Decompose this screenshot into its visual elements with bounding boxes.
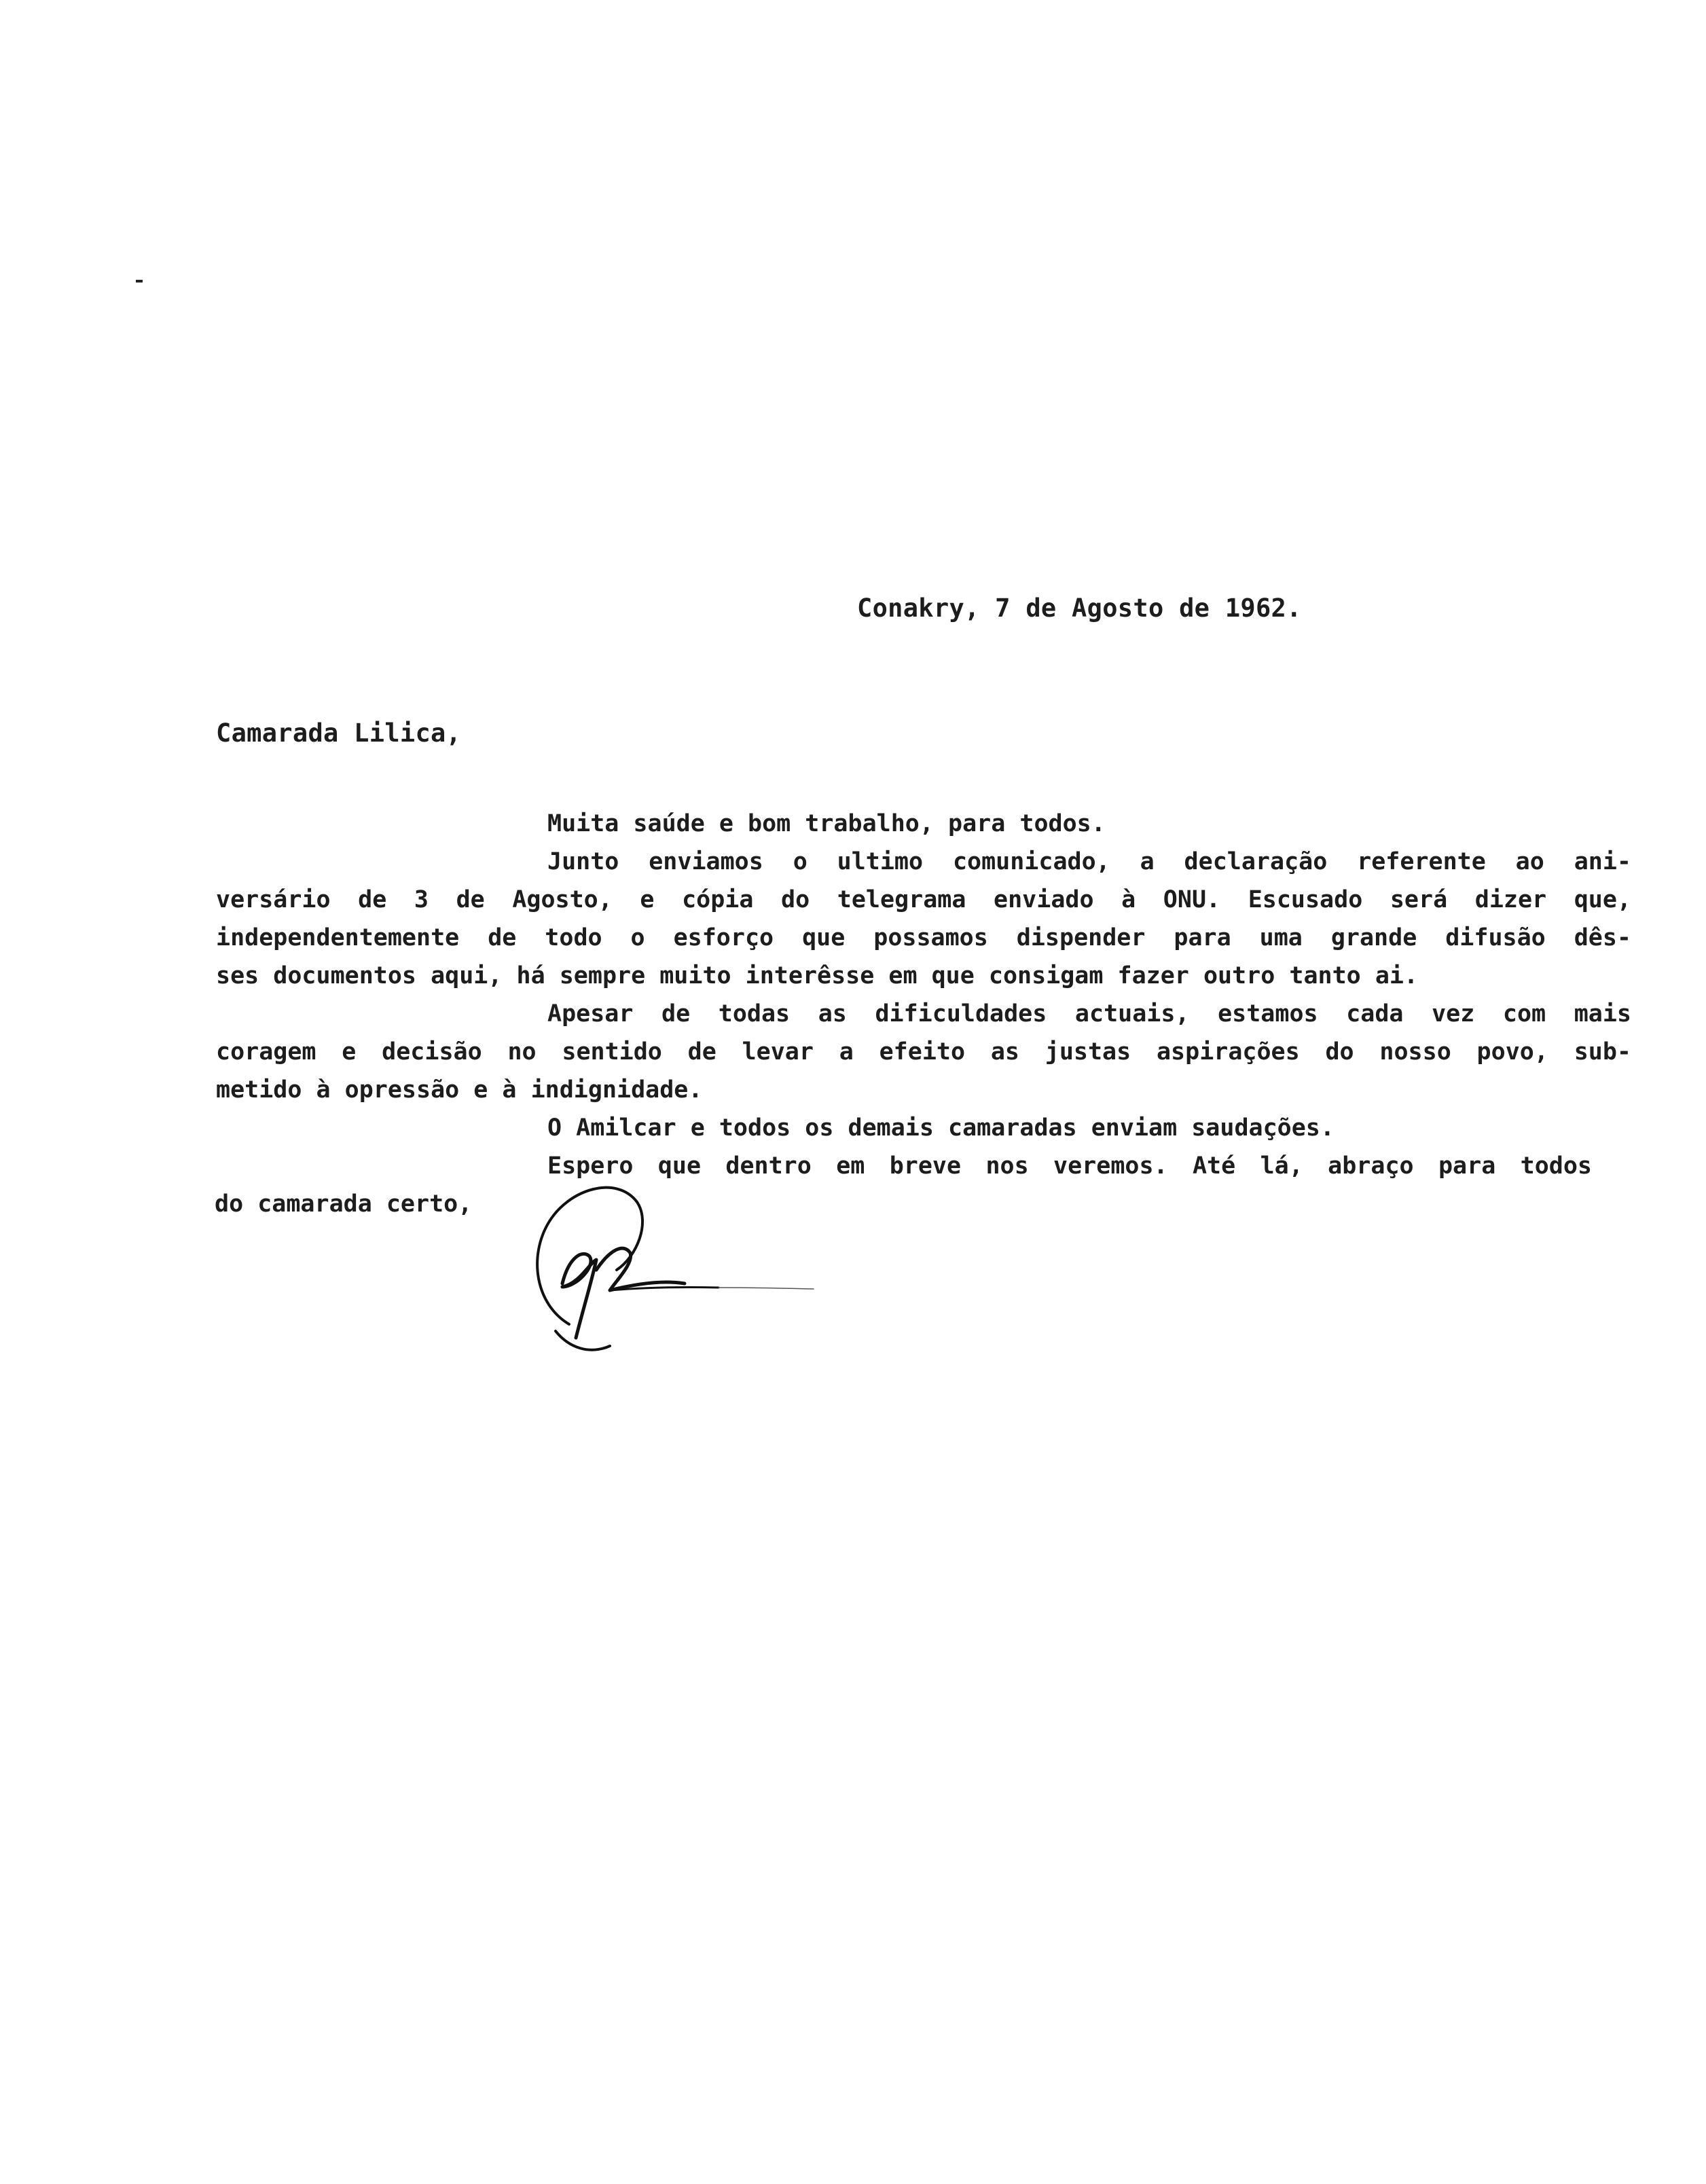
handwritten-signature [515,1168,827,1372]
body-line: metido à opressão e à indignidade. [216,1076,703,1104]
margin-mark [136,280,143,283]
body-line: Apesar de todas as dificuldades actuais, estamos cada vez com mais [547,1000,1631,1027]
body-line: Junto enviamos o ultimo comunicado, a declaração referente ao ani- [547,848,1631,875]
body-line: coragem e decisão no sentido de levar a efeito as justas aspirações do nosso povo, sub- [216,1038,1631,1066]
body-line: Espero que dentro em breve nos veremos. Até lá, abraço para todos [547,1152,1592,1180]
salutation: Camarada Lilica, [216,718,462,748]
body-line: versário de 3 de Agosto, e cópia do telegrama enviado à ONU. Escusado será dizer que, [216,886,1631,913]
body-line: ses documentos aqui, há sempre muito interêsse em que consigam fazer outro tanto ai. [216,962,1419,989]
dateline: Conakry, 7 de Agosto de 1962. [857,594,1302,623]
body-line: independentemente de todo o esforço que possamos dispender para uma grande difusão dês- [216,924,1631,951]
body-line: O Amilcar e todos os demais camaradas enviam saudações. [547,1114,1335,1142]
body-line: Muita saúde e bom trabalho, para todos. [547,810,1106,837]
body-line: do camarada certo, [215,1190,473,1218]
